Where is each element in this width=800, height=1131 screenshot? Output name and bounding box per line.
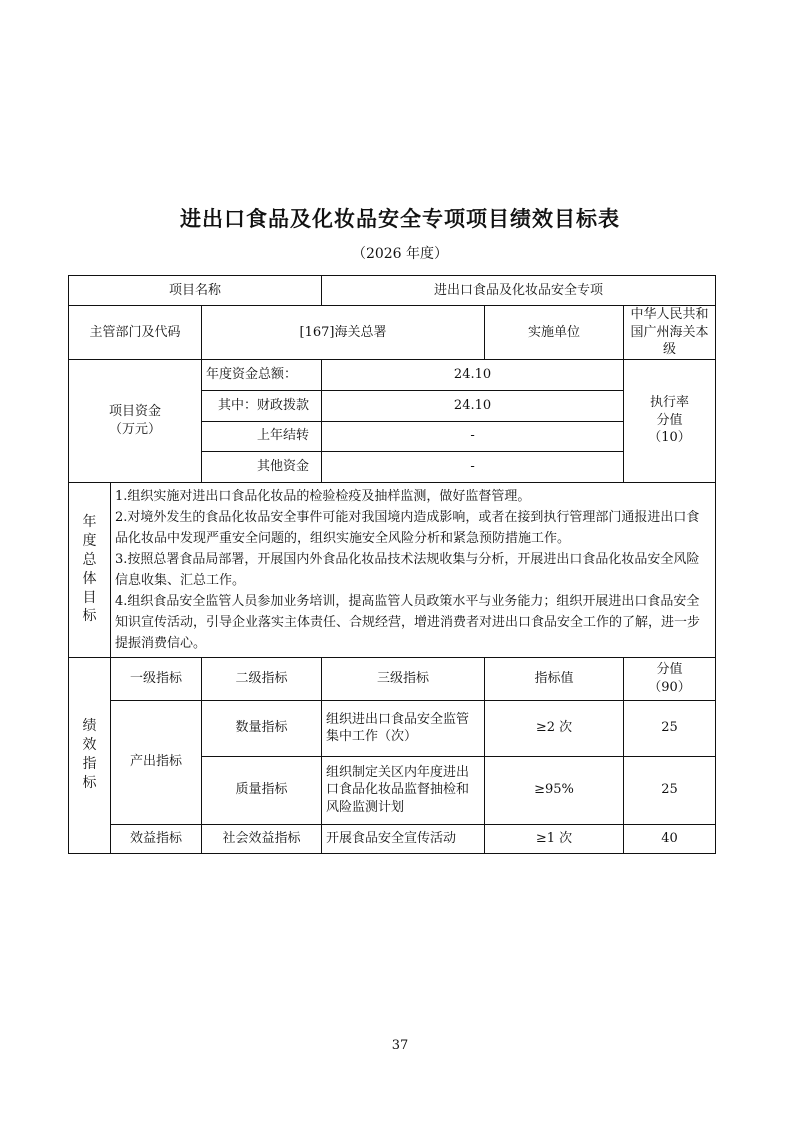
annual-goals-row: [69, 482, 716, 657]
goals-label-char: 年: [82, 513, 97, 530]
funds-row: [69, 359, 716, 390]
indicator-row: [69, 700, 716, 756]
indicator-score: 25: [624, 700, 716, 756]
project-name-row: [69, 276, 716, 306]
header-score-line1: 分值: [656, 662, 683, 678]
goals-label-char: 度: [82, 532, 97, 549]
funds-row-label: 其他资金: [202, 451, 322, 482]
indicators-label-char: 效: [82, 737, 97, 754]
rate-line3: （10）: [648, 430, 691, 446]
benefit-score: 40: [624, 824, 716, 853]
execution-rate-cell: [624, 359, 716, 482]
goals-label-char: 总: [82, 551, 97, 568]
funds-row-value: -: [322, 421, 624, 451]
department-row: [69, 306, 716, 360]
indicators-label-char: 标: [82, 775, 97, 792]
funds-row-label: 年度资金总额：: [202, 359, 322, 390]
annual-goals-label: [69, 482, 111, 657]
funds-row-value: -: [322, 451, 624, 482]
header-level1: 一级指标: [111, 657, 202, 700]
goals-label-char: 标: [82, 608, 97, 625]
indicator-value: ≥2 次: [485, 700, 624, 756]
indicator-value: ≥95%: [485, 756, 624, 824]
unit-value: 中华人民共和国广州海关本级: [624, 306, 716, 360]
benefit-level1: 效益指标: [111, 824, 202, 853]
dept-value: [167]海关总署: [202, 306, 485, 360]
indicator-score: 25: [624, 756, 716, 824]
header-value: 指标值: [485, 657, 624, 700]
page-title: 进出口食品及化妆品安全专项项目绩效目标表: [180, 207, 620, 231]
dept-label: 主管部门及代码: [69, 306, 202, 360]
benefit-level3: 开展食品安全宣传活动: [322, 824, 485, 853]
benefit-value: ≥1 次: [485, 824, 624, 853]
funds-label: [69, 359, 202, 482]
page-number: 37: [391, 1038, 409, 1053]
indicator-header-row: [69, 657, 716, 700]
indicators-label: [69, 657, 111, 853]
rate-line2: 分值: [656, 412, 683, 428]
indicator-level2: 数量指标: [202, 700, 322, 756]
funds-row-label: 其中：财政拨款: [202, 390, 322, 421]
goal-item: 4.组织食品安全监管人员参加业务培训，提高监管人员政策水平与业务能力；组织开展进出口食品安全知识宣传活动，引导企业落实主体责任、合规经营，增进消费者对进出口食品安全工作的了解，进一步提振消费信心。: [115, 593, 701, 651]
indicator-level3: 组织进出口食品安全监管集中工作（次）: [322, 700, 485, 756]
project-name-label: 项目名称: [69, 276, 322, 306]
funds-row-value: 24.10: [322, 359, 624, 390]
performance-table: [68, 275, 716, 854]
header-level2: 二级指标: [202, 657, 322, 700]
benefit-level2: 社会效益指标: [202, 824, 322, 853]
goal-item: 3.按照总署食品局部署，开展国内外食品化妆品技术法规收集与分析，开展进出口食品化妆品安全风险信息收集、汇总工作。: [115, 551, 700, 588]
indicators-label-char: 指: [82, 756, 97, 773]
goal-item: 2.对境外发生的食品化妆品安全事件可能对我国境内造成影响，或者在接到执行管理部门通报进出口食品化妆品中发现严重安全问题的，组织实施安全风险分析和紧急预防措施工作。: [115, 509, 700, 546]
indicators-label-char: 绩: [82, 718, 97, 735]
goals-label-char: 体: [82, 570, 97, 587]
funds-row-label: 上年结转: [202, 421, 322, 451]
funds-label-line1: 项目资金: [108, 404, 161, 420]
header-score-line2: （90）: [648, 679, 691, 695]
indicator-level2: 质量指标: [202, 756, 322, 824]
goals-label-char: 目: [82, 589, 97, 606]
page-subtitle: （2026 年度）: [351, 246, 449, 262]
header-level3: 三级指标: [322, 657, 485, 700]
output-indicator-label: 产出指标: [111, 700, 202, 824]
indicator-level3: 组织制定关区内年度进出口食品化妆品监督抽检和风险监测计划: [322, 756, 485, 824]
benefit-indicator-row: [69, 824, 716, 853]
rate-line1: 执行率: [650, 395, 690, 411]
project-name-value: 进出口食品及化妆品安全专项: [322, 276, 716, 306]
goal-item: 1.组织实施对进出口食品化妆品的检验检疫及抽样监测，做好监督管理。: [115, 488, 531, 504]
unit-label: 实施单位: [485, 306, 624, 360]
funds-label-line2: （万元）: [108, 421, 161, 437]
annual-goals-content: [111, 482, 716, 657]
funds-row-value: 24.10: [322, 390, 624, 421]
header-score: [624, 657, 716, 700]
